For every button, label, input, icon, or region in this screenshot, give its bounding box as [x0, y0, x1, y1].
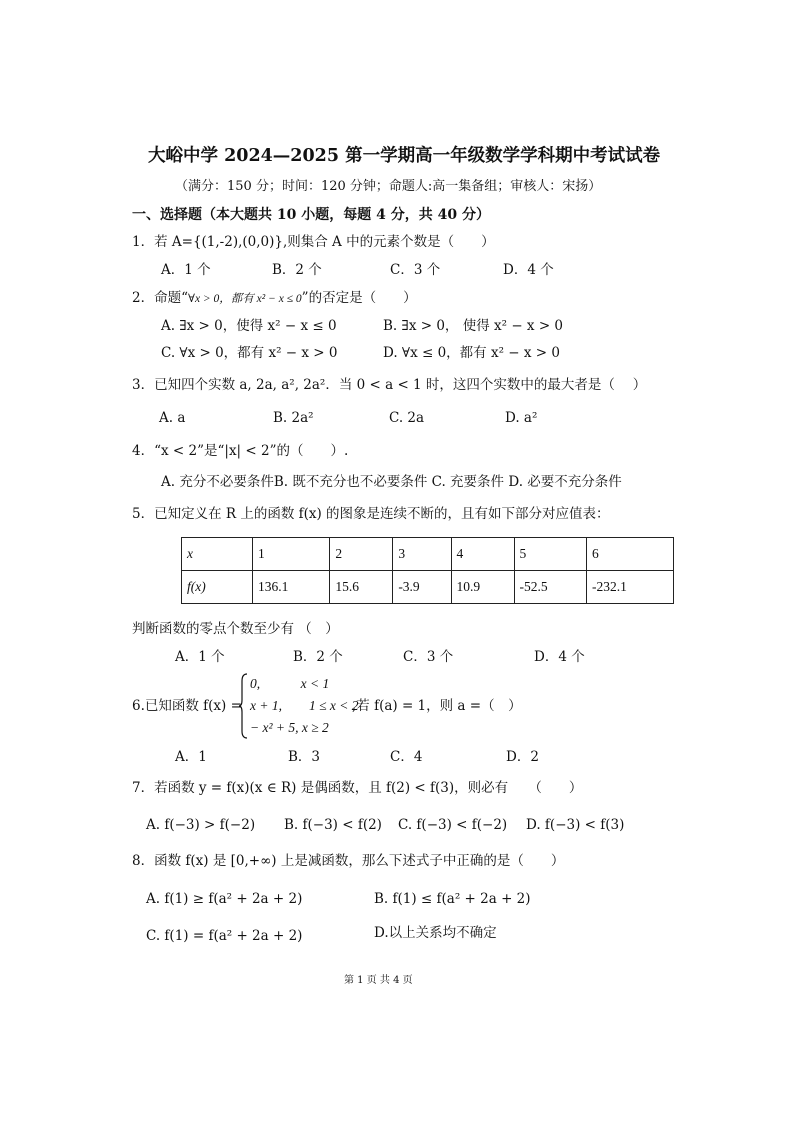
option-c: C．3 个 — [390, 262, 441, 278]
page-title: 大峪中学 2024—2025 第一学期高一年级数学学科期中考试试卷 — [148, 146, 661, 166]
table-header: f(x) — [182, 571, 253, 604]
question-stem-pre: 6.已知函数 f(x) = — [132, 698, 242, 714]
case-1: 0, x < 1 — [250, 676, 330, 691]
option-a: A. f(1) ≥ f(a² + 2a + 2) — [146, 891, 303, 907]
option-c: C. ∀x > 0，都有 x² − x > 0 — [161, 345, 338, 361]
table-cell: 15.6 — [330, 571, 393, 604]
options: A. 充分不必要条件B. 既不充分也不必要条件 C. 充要条件 D. 必要不充分条件 — [161, 474, 622, 490]
option-d: D．4 个 — [503, 262, 554, 278]
option-c: C. f(−3) < f(−2) — [398, 817, 508, 833]
question-stem: 1．若 A={(1,-2),(0,0)},则集合 A 中的元素个数是（ ） — [132, 234, 495, 250]
option-a: A. a — [159, 410, 186, 426]
option-b: B. f(1) ≤ f(a² + 2a + 2) — [374, 891, 531, 907]
option-c: C．4 — [390, 749, 423, 765]
option-a: A. ∃x > 0，使得 x² − x ≤ 0 — [161, 318, 337, 334]
option-a: A．1 — [175, 749, 207, 765]
question-stem: 4．“x < 2”是“|x| < 2”的（ ）. — [132, 443, 349, 459]
table-cell: 4 — [451, 538, 514, 571]
option-d: D. ∀x ≤ 0，都有 x² − x > 0 — [383, 345, 560, 361]
option-d: D.以上关系均不确定 — [374, 925, 497, 941]
table-cell: 3 — [393, 538, 451, 571]
stem-math: ∀x > 0，都有 x² − x ≤ 0 — [188, 293, 302, 305]
option-d: D．2 — [506, 749, 539, 765]
option-c: C．3 个 — [403, 649, 454, 665]
brace-icon — [238, 673, 248, 739]
option-a: A．1 个 — [161, 262, 211, 278]
option-b: B. ∃x > 0， 使得 x² − x > 0 — [383, 318, 564, 334]
option-d: D. a² — [505, 410, 538, 426]
question-stem: 8．函数 f(x) 是 [0,+∞) 上是减函数，那么下述式子中正确的是（ ） — [132, 853, 565, 869]
question-stem: 3．已知四个实数 a, 2a, a², 2a²．当 0 < a < 1 时，这四个实数中的最大者是（ ） — [132, 377, 647, 393]
table-cell: 10.9 — [451, 571, 514, 604]
table-cell: -52.5 — [514, 571, 587, 604]
question-stem: 7．若函数 y = f(x)(x ∈ R) 是偶函数，且 f(2) < f(3)，则必有 （ ） — [132, 780, 583, 796]
option-d: D. f(−3) < f(3) — [526, 817, 625, 833]
case-2: x + 1, 1 ≤ x < 2 — [250, 698, 359, 713]
exam-info: （满分：150 分；时间：120 分钟；命题人:高一集备组；审核人：宋扬） — [175, 179, 602, 194]
table-cell: 5 — [514, 538, 587, 571]
table-row — [182, 538, 674, 571]
question-stem — [132, 289, 417, 308]
table-row — [182, 571, 674, 604]
table-cell: -3.9 — [393, 571, 451, 604]
option-a: A. f(−3) > f(−2) — [146, 817, 256, 833]
table-cell: 6 — [587, 538, 674, 571]
option-b: B．2 个 — [272, 262, 322, 278]
table-cell: 1 — [253, 538, 330, 571]
option-c: C. 2a — [389, 410, 425, 426]
option-a: A．1 个 — [175, 649, 225, 665]
question-stem-post: ,若 f(a) = 1，则 a =（ ） — [352, 698, 522, 714]
option-c: C. f(1) = f(a² + 2a + 2) — [146, 928, 303, 944]
table-cell: -232.1 — [587, 571, 674, 604]
table-cell: 2 — [330, 538, 393, 571]
stem-post: ”的否定是（ ） — [301, 290, 417, 306]
option-b: B．3 — [288, 749, 321, 765]
table-header: x — [182, 538, 253, 571]
option-b: B. f(−3) < f(2) — [284, 817, 382, 833]
question-prompt: 判断函数的零点个数至少有 （ ） — [132, 621, 339, 637]
page-footer: 第 1 页 共 4 页 — [344, 975, 413, 986]
question-stem: 5．已知定义在 R 上的函数 f(x) 的图象是连续不断的，且有如下部分对应值表： — [132, 506, 610, 522]
stem-pre: 2．命题“ — [132, 290, 188, 306]
option-d: D．4 个 — [534, 649, 585, 665]
option-b: B. 2a² — [273, 410, 314, 426]
case-3: − x² + 5, x ≥ 2 — [250, 720, 329, 735]
option-b: B．2 个 — [293, 649, 343, 665]
section-heading: 一、选择题（本大题共 10 小题，每题 4 分，共 40 分） — [132, 207, 490, 223]
value-table — [181, 537, 674, 604]
table-cell: 136.1 — [253, 571, 330, 604]
